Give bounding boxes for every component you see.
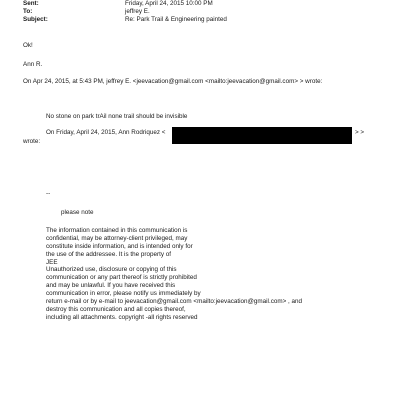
disclaimer-line: return e-mail or by e-mail to jeevacation@gmail.com <mailto:jeevacation@gmail.com> , and — [46, 298, 303, 306]
quote2-wrote: wrote: — [23, 138, 41, 145]
disclaimer-line: and may be unlawful. If you have received this — [46, 282, 176, 290]
disclaimer-line: communication or any part thereof is strictly prohibited — [46, 274, 197, 282]
disclaimer-line: including all attachments. copyright -all rights reserved — [46, 313, 198, 321]
disclaimer-line: destroy this communication and all copies thereof, — [46, 305, 186, 313]
quote1-header: On Apr 24, 2015, at 5:43 PM, jeffrey E. <jeevacation@gmail.com <mailto:jeevacation@gmail.com> > wrote: — [23, 78, 323, 85]
sent-label: Sent: — [23, 0, 39, 7]
quote2-header-start: On Friday, April 24, 2015, Ann Rodriquez < — [46, 129, 166, 136]
disclaimer-line: Unauthorized use, disclosure or copying of this — [46, 266, 177, 274]
disclaimer-line: communication in error, please notify us immediately by — [46, 290, 201, 298]
redaction-block — [172, 127, 352, 144]
please-note-text: please note — [61, 209, 94, 216]
to-value: jeffrey E. — [125, 8, 150, 15]
quote1-text: No stone on park trAil none trail should be invisible — [46, 113, 188, 120]
to-label: To: — [23, 8, 33, 15]
disclaimer-line: The information contained in this communication is — [46, 227, 188, 234]
disclaimer-line: constitute inside information, and is intended only for — [46, 242, 193, 250]
subject-value: Re: Park Trail & Engineering painted — [125, 16, 227, 23]
disclaimer-line: JEE — [46, 258, 58, 266]
disclaimer-line: the use of the addressee. It is the property of — [46, 250, 171, 258]
quote2-header-end: > > — [355, 129, 365, 136]
disclaimer-line: confidential, may be attorney-client privileged, may — [46, 234, 188, 242]
sent-value: Friday, April 24, 2015 10:00 PM — [125, 0, 213, 7]
reply-signature: Ann R. — [23, 61, 43, 68]
subject-label: Subject: — [23, 16, 48, 23]
signature-dashes: -- — [46, 190, 51, 197]
legal-disclaimer — [46, 227, 302, 322]
reply-text-ok: Ok! — [23, 42, 33, 49]
